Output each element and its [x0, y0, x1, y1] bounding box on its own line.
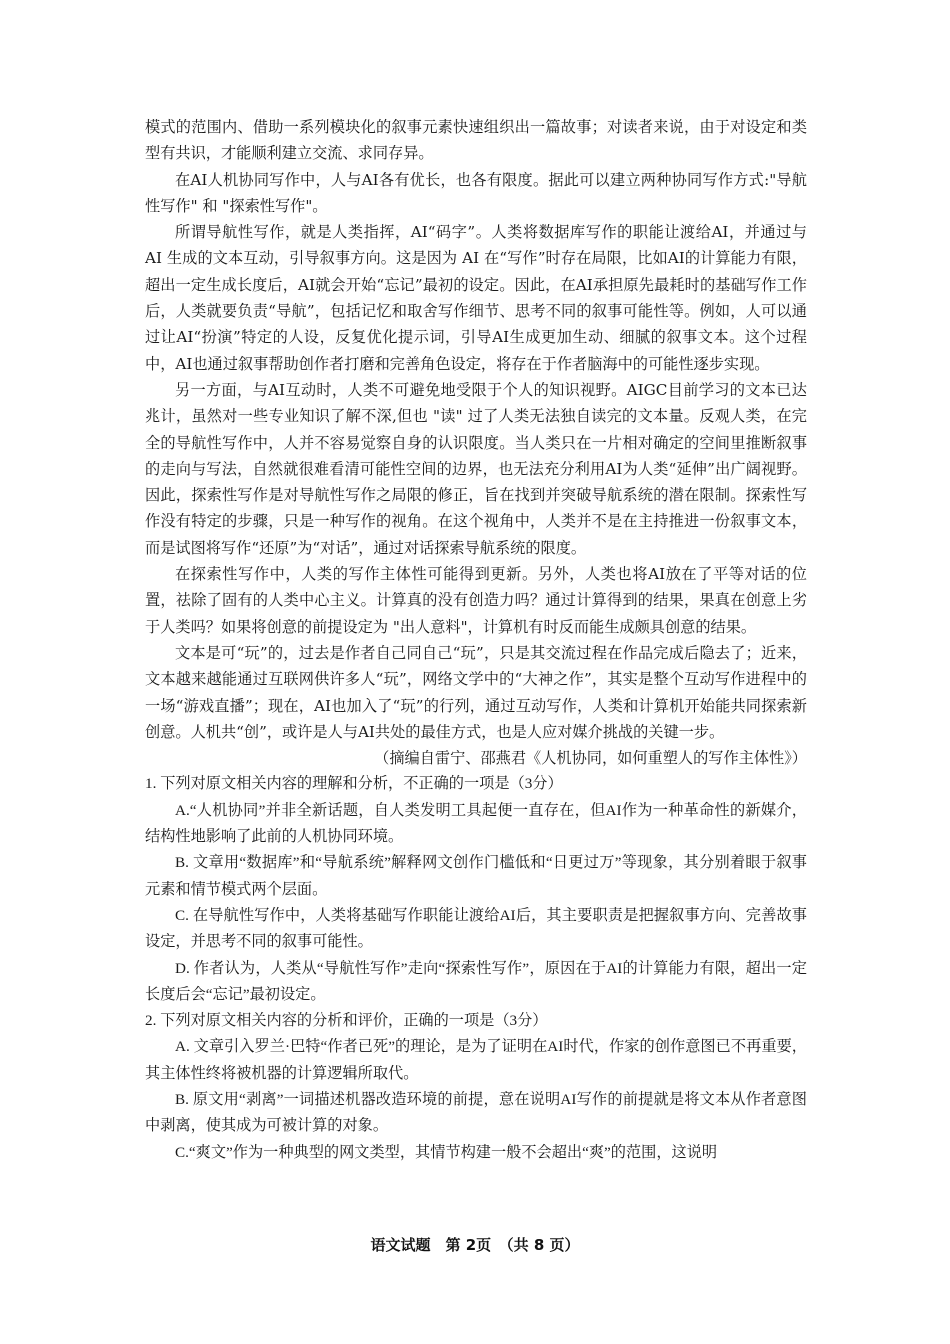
- question-option: A. 文章引入罗兰·巴特“作者已死”的理论，是为了证明在AI时代，作家的创作意图已不再重要，其主体性终将被机器的计算逻辑所取代。: [145, 1038, 807, 1082]
- question-stem: 1. 下列对原文相关内容的理解和分析，不正确的一项是（3分）: [145, 775, 563, 793]
- article-paragraph: 模式的范围内、借助一系列模块化的叙事元素快速组织出一篇故事；对读者来说，由于对设定和类型有共识，才能顺利建立交流、求同存异。: [145, 118, 807, 163]
- article-paragraph: 另一方面，与AI互动时，人类不可避免地受限于个人的知识视野。AIGC目前学习的文本已达兆计，虽然对一些专业知识了解不深,但也 "读" 过了人类无法独自读完的文本量。反观人类，在完全的导航性写作中，人并不容易觉察自身的认识限度。当人类只在一片相对确定的空间里推断叙事的走向与写法，自然就很难看清可能性空间的边界，也无法充分利用AI为人类“延伸”出广阔视野。因此，探索性写作是对导航性写作之局限的修正，旨在找到并突破导航系统的潜在限制。探索性写作没有特定的步骤，只是一种写作的视角。在这个视角中，人类并不是在主持推进一份叙事文本，而是试图将写作“还原”为“对话”，通过对话探索导航系统的限度。: [145, 380, 807, 557]
- article-paragraph: 文本是可“玩”的，过去是作者自己同自己“玩”，只是其交流过程在作品完成后隐去了；近来，文本越来越能通过互联网供许多人“玩”，网络文学中的“大神之作”，其实是整个互动写作进程中的一场“游戏直播”；现在，AI也加入了“玩”的行列，通过互动写作，人类和计算机开始能共同探索新创意。人机共“创”，或许是人与AI共处的最佳方式，也是人应对媒介挑战的关键一步。: [145, 643, 807, 741]
- question-option: D. 作者认为，人类从“导航性写作”走向“探索性写作”，原因在于AI的计算能力有限，超出一定长度后会“忘记”最初设定。: [145, 959, 807, 1003]
- exam-page-body: [145, 114, 807, 1166]
- question-option: A.“人机协同”并非全新话题，自人类发明工具起便一直存在，但AI作为一种革命性的新媒介，结构性地影响了此前的人机协同环境。: [145, 801, 807, 846]
- page-footer: 语文试题 第 2页 （共 8 页）: [370, 1236, 580, 1254]
- question-option: C.“爽文”作为一种典型的网文类型，其情节构建一般不会超出“爽”的范围，这说明: [175, 1143, 718, 1161]
- article-source: （摘编自雷宁、邵燕君《人机协同，如何重塑人的写作主体性》）: [374, 749, 807, 768]
- question-option: C. 在导航性写作中，人类将基础写作职能让渡给AI后，其主要职责是把握叙事方向、完善故事设定，并思考不同的叙事可能性。: [145, 906, 807, 951]
- question-option: B. 文章用“数据库”和“导航系统”解释网文创作门槛低和“日更过万”等现象，其分别着眼于叙事元素和情节模式两个层面。: [145, 854, 807, 898]
- question-option: B. 原文用“剥离”一词描述机器改造环境的前提，意在说明AI写作的前提就是将文本从作者意图中剥离，使其成为可被计算的对象。: [145, 1090, 807, 1135]
- article-paragraph: 在AI人机协同写作中，人与AI各有优长，也各有限度。据此可以建立两种协同写作方式:"导航性写作" 和 "探索性写作"。: [145, 170, 807, 215]
- article-paragraph: 在探索性写作中，人类的写作主体性可能得到更新。另外，人类也将AI放在了平等对话的位置，祛除了固有的人类中心主义。计算真的没有创造力吗？通过计算得到的结果，果真在创意上劣于人类吗？如果将创意的前提设定为 "出人意料"，计算机有时反而能生成颇具创意的结果。: [145, 565, 807, 636]
- question-stem: 2. 下列对原文相关内容的分析和评价，正确的一项是（3分）: [145, 1012, 548, 1030]
- article-paragraph: 所谓导航性写作，就是人类指挥，AI“码字”。人类将数据库写作的职能让渡给AI，并通过与 AI 生成的文本互动，引导叙事方向。这是因为 AI 在“写作”时存在局限，比如AI的计算能力有限，超出一定生成长度后，AI就会开始“忘记”最初的设定。因此，在AI承担原先最耗时的基础写作工作后，人类就要负责“导航”，包括记忆和取舍写作细节、思考不同的叙事可能性等。例如，人可以通过让AI“扮演”特定的人设，反复优化提示词，引导AI生成更加生动、细腻的叙事文本。这个过程中，AI也通过叙事帮助创作者打磨和完善角色设定，将存在于作者脑海中的可能性逐步实现。: [145, 223, 807, 373]
